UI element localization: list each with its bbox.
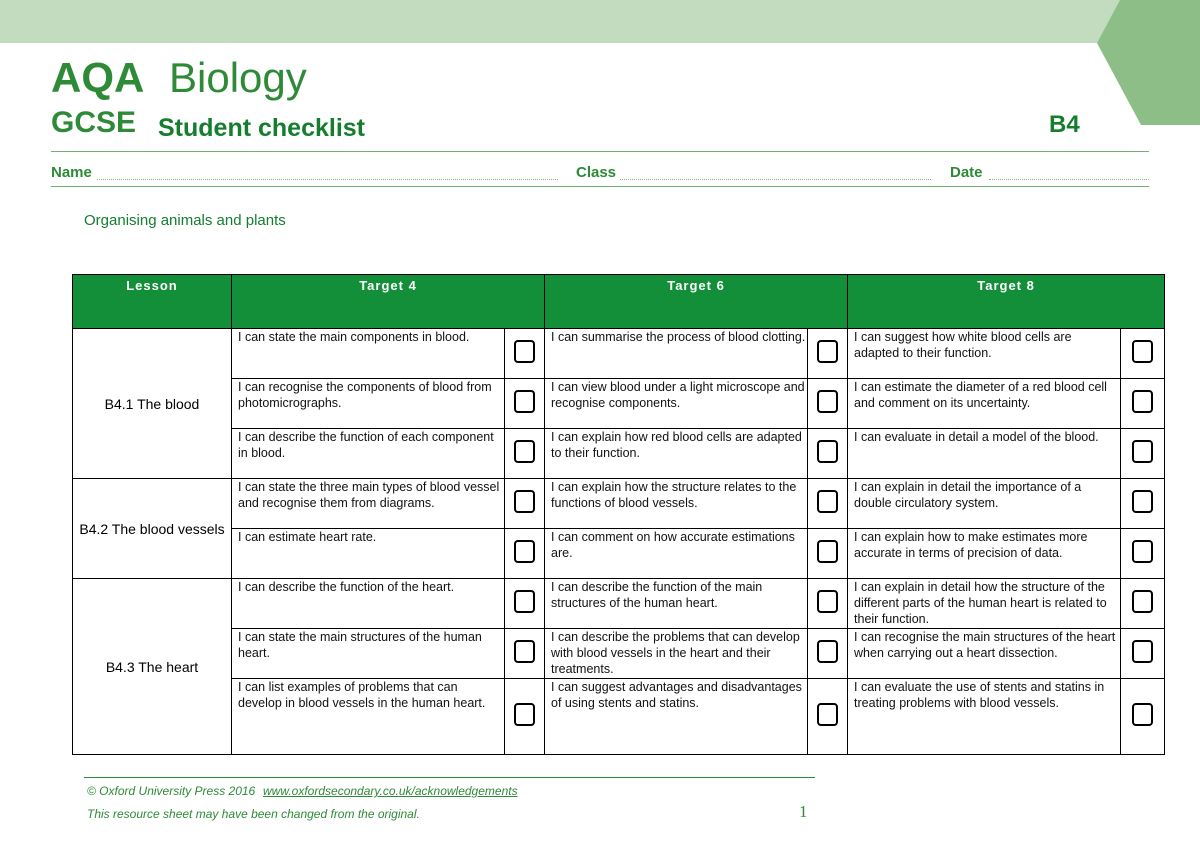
statement-target-4: I can describe the function of the heart.: [232, 579, 505, 629]
header-target-8: Target 8: [848, 275, 1165, 329]
lesson-name: B4.2 The blood vessels: [73, 479, 232, 579]
statement-target-8: I can recognise the main structures of the heart when carrying out a heart dissection.: [848, 629, 1121, 679]
statement-target-8: I can explain in detail how the structure of the different parts of the human heart is related to their function.: [848, 579, 1121, 629]
checkbox[interactable]: [514, 440, 535, 463]
date-field[interactable]: [989, 179, 1149, 180]
statement-target-8: I can estimate the diameter of a red blood cell and comment on its uncertainty.: [848, 379, 1121, 429]
statement-target-8: I can explain in detail the importance of a double circulatory system.: [848, 479, 1121, 529]
topic-title: Organising animals and plants: [84, 212, 286, 229]
corner-tab: [1097, 0, 1200, 125]
checkbox[interactable]: [1132, 440, 1153, 463]
table-row: [73, 629, 1165, 679]
statement-target-6: I can summarise the process of blood clotting.: [545, 329, 808, 379]
table-row: [73, 429, 1165, 479]
checkbox[interactable]: [1132, 590, 1153, 613]
statement-target-6: I can describe the problems that can develop with blood vessels in the heart and their treatments.: [545, 629, 808, 679]
checkbox[interactable]: [514, 590, 535, 613]
checkbox[interactable]: [817, 490, 838, 513]
brand-biology: Biology: [169, 54, 307, 101]
statement-target-4: I can state the main components in blood.: [232, 329, 505, 379]
statement-target-6: I can explain how the structure relates to the functions of blood vessels.: [545, 479, 808, 529]
statement-target-8: I can explain how to make estimates more accurate in terms of precision of data.: [848, 529, 1121, 579]
header-band: [0, 0, 1200, 43]
checkbox[interactable]: [514, 540, 535, 563]
statement-target-8: I can suggest how white blood cells are adapted to their function.: [848, 329, 1121, 379]
table-row: [73, 479, 1165, 529]
statement-target-6: I can suggest advantages and disadvantages of using stents and statins.: [545, 679, 808, 755]
footer-rule: [84, 777, 815, 778]
copyright-text: © Oxford University Press 2016: [87, 784, 256, 798]
table-row: [73, 379, 1165, 429]
statement-target-4: I can list examples of problems that can develop in blood vessels in the human heart.: [232, 679, 505, 755]
acknowledgements-link[interactable]: www.oxfordsecondary.co.uk/acknowledgements: [263, 784, 518, 798]
statement-target-6: I can comment on how accurate estimations are.: [545, 529, 808, 579]
checkbox[interactable]: [514, 390, 535, 413]
checkbox[interactable]: [817, 540, 838, 563]
checkbox[interactable]: [1132, 390, 1153, 413]
table-row: [73, 579, 1165, 629]
header-target-6: Target 6: [545, 275, 848, 329]
checklist-table: [72, 274, 1165, 755]
checkbox[interactable]: [817, 590, 838, 613]
statement-target-4: I can recognise the components of blood from photomicrographs.: [232, 379, 505, 429]
fields-rule: [51, 186, 1149, 187]
checkbox[interactable]: [514, 340, 535, 363]
checkbox[interactable]: [817, 703, 838, 726]
checkbox[interactable]: [1132, 490, 1153, 513]
page-number: 1: [799, 802, 808, 821]
class-label: Class: [576, 164, 617, 181]
statement-target-8: I can evaluate in detail a model of the blood.: [848, 429, 1121, 479]
statement-target-4: I can state the main structures of the human heart.: [232, 629, 505, 679]
statement-target-6: I can explain how red blood cells are adapted to their function.: [545, 429, 808, 479]
table-header-row: [73, 275, 1165, 329]
checkbox[interactable]: [1132, 703, 1153, 726]
header-target-4: Target 4: [232, 275, 545, 329]
class-field[interactable]: [620, 179, 931, 180]
checkbox[interactable]: [817, 440, 838, 463]
unit-code: B4: [1049, 111, 1080, 138]
statement-target-4: I can estimate heart rate.: [232, 529, 505, 579]
checkbox[interactable]: [514, 490, 535, 513]
checkbox[interactable]: [1132, 340, 1153, 363]
date-label: Date: [950, 164, 983, 181]
checkbox[interactable]: [1132, 640, 1153, 663]
brand-gcse: GCSE: [51, 106, 137, 139]
name-field[interactable]: [97, 179, 558, 180]
checkbox[interactable]: [514, 703, 535, 726]
table-row: [73, 529, 1165, 579]
checkbox[interactable]: [1132, 540, 1153, 563]
document-title: Student checklist: [158, 114, 365, 142]
statement-target-6: I can describe the function of the main structures of the human heart.: [545, 579, 808, 629]
lesson-name: B4.1 The blood: [73, 329, 232, 479]
statement-target-4: I can describe the function of each component in blood.: [232, 429, 505, 479]
checkbox[interactable]: [817, 390, 838, 413]
table-row: [73, 679, 1165, 755]
checkbox[interactable]: [817, 340, 838, 363]
statement-target-6: I can view blood under a light microscope and recognise components.: [545, 379, 808, 429]
brand-aqa: AQA: [51, 54, 145, 101]
checkbox[interactable]: [514, 640, 535, 663]
lesson-name: B4.3 The heart: [73, 579, 232, 755]
statement-target-8: I can evaluate the use of stents and statins in treating problems with blood vessels.: [848, 679, 1121, 755]
checkbox[interactable]: [817, 640, 838, 663]
table-row: [73, 329, 1165, 379]
header-rule: [51, 151, 1149, 152]
statement-target-4: I can state the three main types of blood vessel and recognise them from diagrams.: [232, 479, 505, 529]
name-label: Name: [51, 164, 92, 181]
header-lesson: Lesson: [73, 275, 232, 329]
resource-note: This resource sheet may have been changed from the original.: [87, 807, 420, 821]
